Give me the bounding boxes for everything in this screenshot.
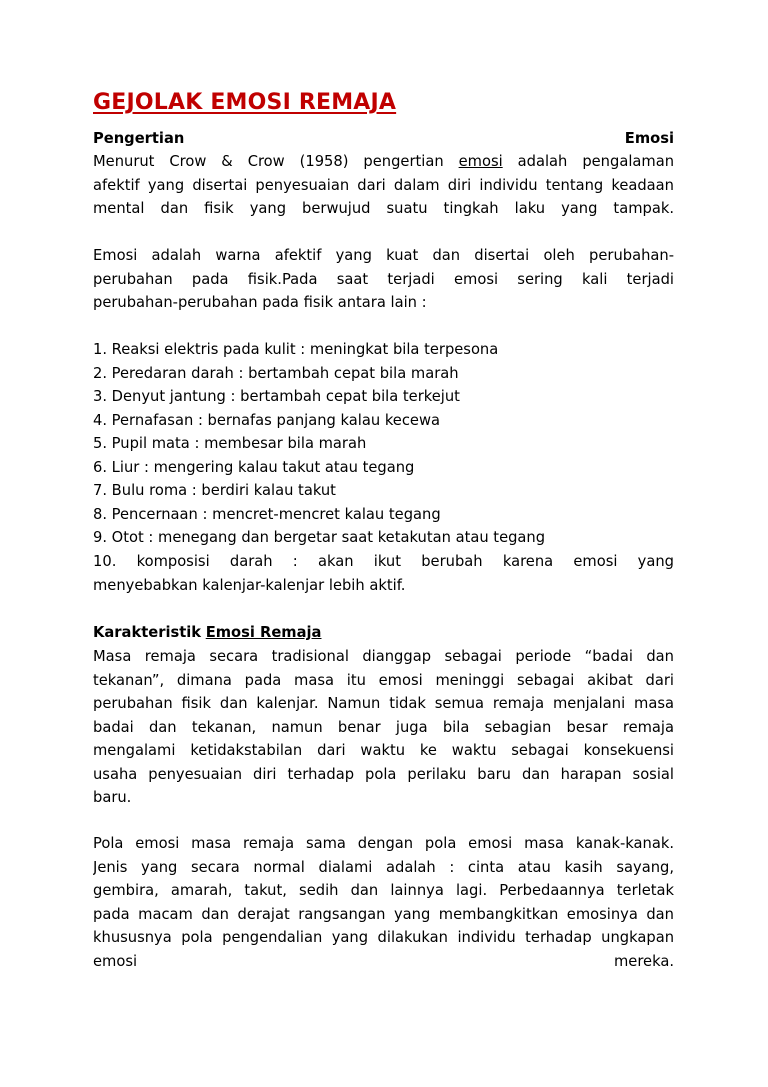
paragraph-line: perubahan fisik dan kalenjar. Namun tidak semua remaja menjalani masa (93, 695, 674, 712)
paragraph-characteristics (93, 645, 674, 810)
paragraph-line: Pola emosi masa remaja sama dengan pola emosi masa kanak-kanak. (93, 835, 674, 852)
list-item-10 (93, 550, 674, 597)
paragraph-line: khususnya pola pengendalian yang dilakukan individu terhadap ungkapan (93, 929, 674, 946)
paragraph-line: baru. (93, 789, 132, 806)
paragraph-line: Emosi adalah warna afektif yang kuat dan disertai oleh perubahan- (93, 247, 674, 264)
emosi-link[interactable]: emosi (458, 153, 503, 170)
paragraph-line: emosi mereka. (93, 952, 674, 970)
list-item: 3. Denyut jantung : bertambah cepat bila terkejut (93, 388, 460, 405)
heading-karakteristik: Karakteristik Emosi Remaja (93, 624, 322, 641)
heading-pengertian-left: Pengertian (93, 130, 185, 147)
paragraph-line: afektif yang disertai penyesuaian dari dalam diri individu tentang keadaan (93, 176, 674, 194)
list-item: 2. Peredaran darah : bertambah cepat bila marah (93, 364, 459, 382)
paragraph-line: Masa remaja secara tradisional dianggap sebagai periode “badai dan (93, 648, 674, 665)
list-item: 9. Otot : menegang dan bergetar saat ketakutan atau tegang (93, 529, 546, 546)
list-item: 7. Bulu roma : berdiri kalau takut (93, 482, 336, 499)
paragraph-line: menyebabkan kalenjar-kalenjar lebih aktif. (93, 576, 406, 594)
paragraph-line: badai dan tekanan, namun benar juga bila sebagian besar remaja (93, 718, 674, 736)
paragraph-line: mental dan fisik yang berwujud suatu tingkah laku yang tampak. (93, 200, 674, 217)
paragraph-line: perubahan-perubahan pada fisik antara lain : (93, 294, 427, 311)
list-item: 1. Reaksi elektris pada kulit : meningkat bila terpesona (93, 341, 499, 358)
paragraph-line: pada macam dan derajat rangsangan yang membangkitkan emosinya dan (93, 905, 674, 923)
list-item: 5. Pupil mata : membesar bila marah (93, 435, 367, 452)
paragraph-definition (93, 150, 674, 221)
heading-pengertian (93, 127, 674, 151)
list-item: 4. Pernafasan : bernafas panjang kalau kecewa (93, 411, 440, 429)
paragraph-emotion-pattern (93, 832, 674, 973)
paragraph-physical-changes (93, 244, 674, 315)
paragraph-line: perubahan pada fisik.Pada saat terjadi emosi sering kali terjadi (93, 270, 674, 288)
document-title: GEJOLAK EMOSI REMAJA (93, 90, 397, 115)
paragraph-line: Menurut Crow & Crow (1958) pengertian emosi adalah pengalaman (93, 153, 674, 170)
list-item: 8. Pencernaan : mencret-mencret kalau tegang (93, 505, 441, 523)
paragraph-line: Jenis yang secara normal dialami adalah : cinta atau kasih sayang, (93, 858, 674, 876)
paragraph-line: tekanan”, dimana pada masa itu emosi meninggi sebagai akibat dari (93, 671, 674, 689)
paragraph-line: usaha penyesuaian diri terhadap pola perilaku baru dan harapan sosial (93, 765, 674, 783)
paragraph-line: gembira, amarah, takut, sedih dan lainnya lagi. Perbedaannya terletak (93, 882, 674, 899)
paragraph-line: mengalami ketidakstabilan dari waktu ke waktu sebagai konsekuensi (93, 742, 674, 759)
emosi-remaja-link[interactable]: Emosi Remaja (205, 624, 322, 641)
heading-pengertian-right: Emosi (624, 130, 674, 147)
paragraph-line: 10. komposisi darah : akan ikut berubah karena emosi yang (93, 553, 674, 570)
physical-changes-list (93, 338, 674, 550)
list-item: 6. Liur : mengering kalau takut atau tegang (93, 458, 415, 476)
